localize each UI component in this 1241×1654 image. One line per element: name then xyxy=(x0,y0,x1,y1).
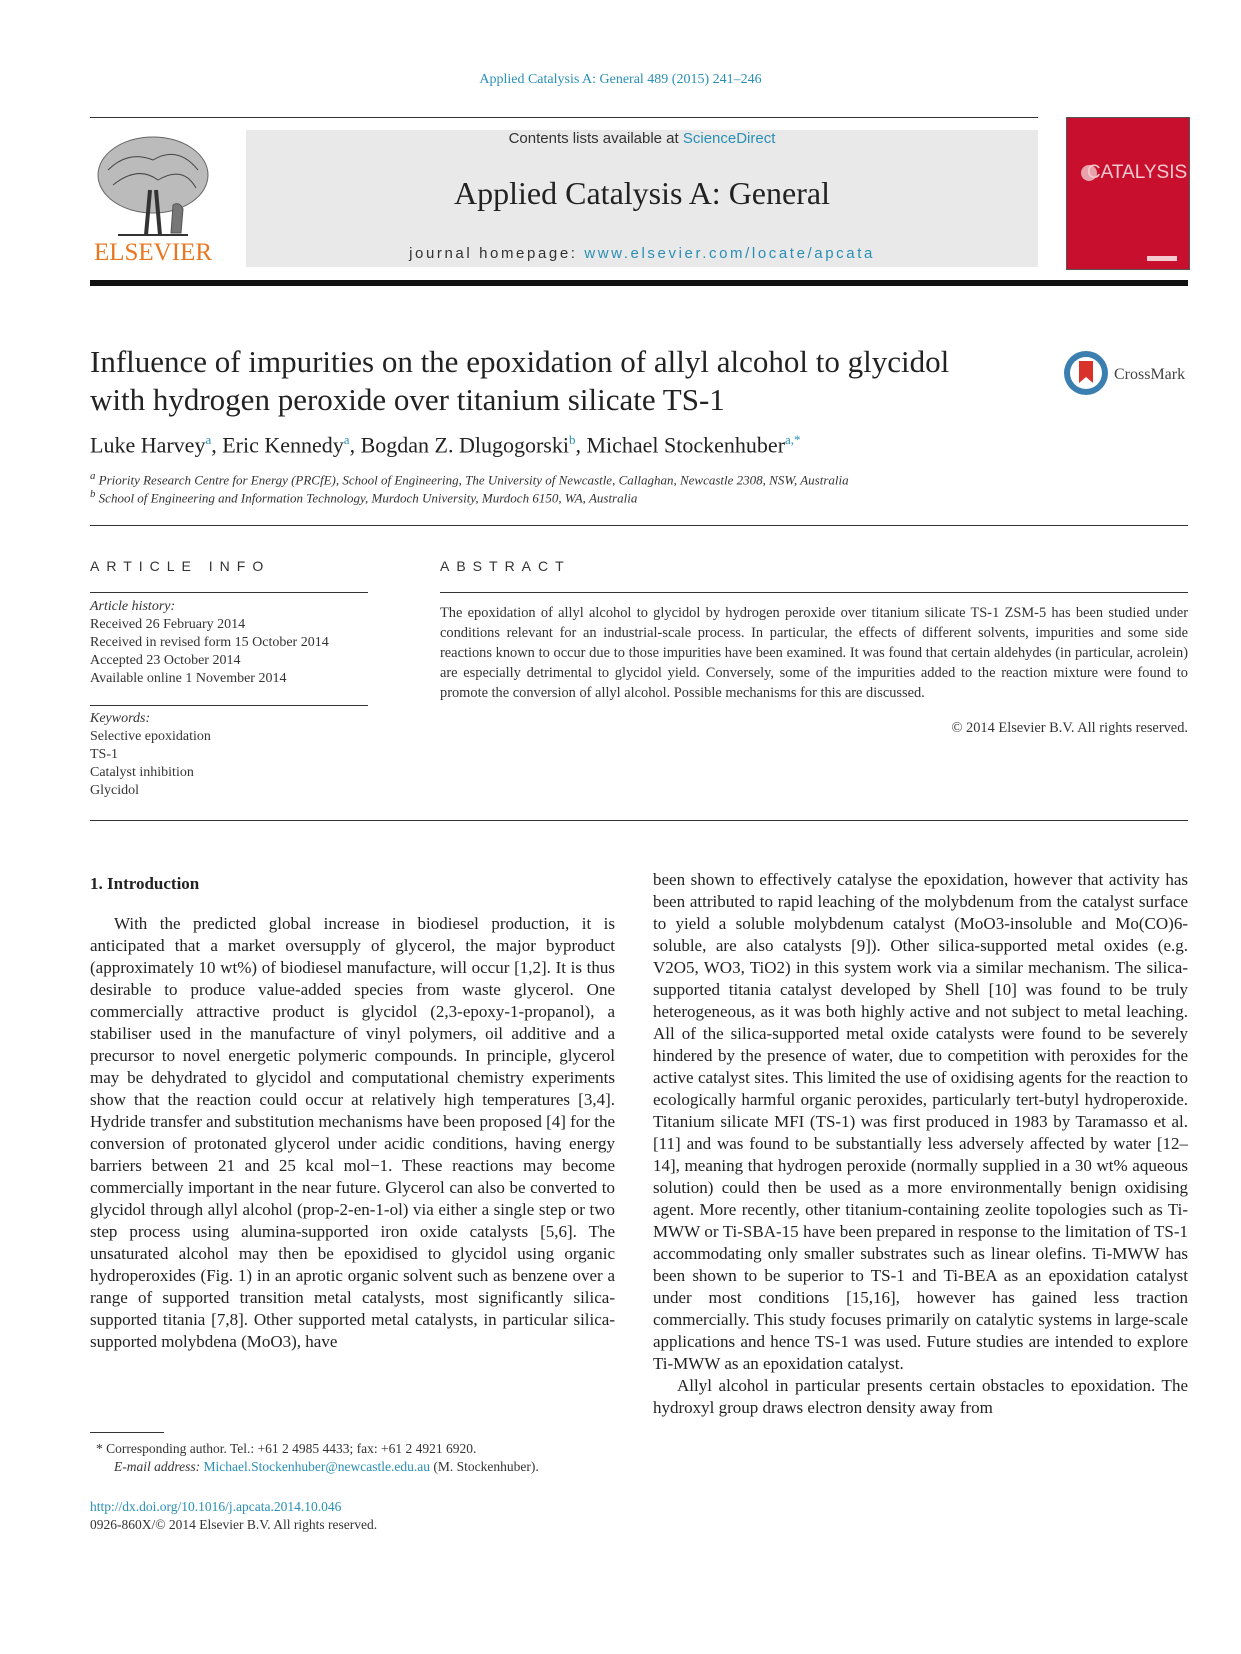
section-heading-introduction: 1. Introduction xyxy=(90,874,200,893)
history-revised: Received in revised form 15 October 2014 xyxy=(90,635,329,650)
author-affil-mark[interactable]: a xyxy=(205,432,212,447)
keyword: Catalyst inhibition xyxy=(90,765,194,780)
crossmark-label: CrossMark xyxy=(1114,366,1186,383)
history-online: Available online 1 November 2014 xyxy=(90,671,287,686)
elsevier-tree-icon xyxy=(88,130,218,270)
cover-image-icon xyxy=(1067,118,1189,269)
affil-mark: a xyxy=(90,470,96,482)
email-label: E-mail address: xyxy=(114,1459,204,1474)
keyword: Selective epoxidation xyxy=(90,729,211,744)
doi-link[interactable]: http://dx.doi.org/10.1016/j.apcata.2014.10.046 xyxy=(90,1499,342,1514)
keyword: TS-1 xyxy=(90,747,118,762)
email-suffix: (M. Stockenhuber). xyxy=(429,1459,539,1474)
article-info-rule xyxy=(90,592,368,593)
article-title xyxy=(90,343,1070,419)
footnote xyxy=(96,1440,616,1476)
affil-text: School of Engineering and Information Technology, Murdoch University, Murdoch 6150, WA, Australia xyxy=(98,490,638,506)
header-thick-rule xyxy=(90,280,1188,286)
author-affil-mark[interactable]: a xyxy=(343,432,350,447)
journal-cover[interactable] xyxy=(1066,117,1190,270)
title-line-1: Influence of impurities on the epoxidation of allyl alcohol to glycidol xyxy=(90,344,950,379)
author-name[interactable]: Luke Harvey xyxy=(90,432,206,458)
homepage-link[interactable]: www.elsevier.com/locate/apcata xyxy=(584,245,875,262)
sciencedirect-link[interactable]: ScienceDirect xyxy=(682,130,776,147)
intro-paragraph: been shown to effectively catalyse the epoxidation, however that activity has been attributed to rapid leaching of the molybdenum from the catalyst surface to yield a soluble molybdenum catalyst (MoO3-insoluble and Mo(CO)6-soluble, are also catalysts [9]). Other silica-supported metal oxides (e.g. V2O5, WO3, TiO2) in this system work via a similar mechanism. The silica-supported titania catalyst developed by Shell [10] was found to be truly heterogeneous, as it was both highly active and not subject to metal leaching. All of the silica-supported metal oxide catalysts were found to be severely hindered by the presence of water, due to competition with peroxides for the active catalyst sites. This limited the use of oxidising agents for the reaction to ecologically harmful organic peroxides, particularly tert-butyl hydroperoxide. Titanium silicate MFI (TS-1) was first produced in 1983 by Taramasso et al. [11] and was found to be substantially less adversely affected by water [12–14], meaning that hydrogen peroxide (normally supplied in a 30 wt% aqueous solution) could then be used as a more environmentally benign oxidising agent. More recently, other titanium-containing zeolite topologies such as Ti-MWW or Ti-SBA-15 have been prepared in response to the limitation of TS-1 accommodating only smaller substrates such as linear olefins. Ti-MWW has been shown to be superior to TS-1 and Ti-BEA as an epoxidation catalyst under most conditions [15,16], however has gained less traction commercially. This study focuses primarily on catalytic systems in large-scale applications and hence TS-1 was used. Future studies are intended to explore Ti-MWW as an epoxidation catalyst. xyxy=(653,870,1188,1373)
intro-column-1 xyxy=(90,913,615,1353)
contents-line xyxy=(246,130,1038,147)
crossmark-badge[interactable] xyxy=(1062,349,1192,399)
article-history xyxy=(90,598,380,688)
footnote-rule xyxy=(90,1432,164,1433)
affiliation-b xyxy=(90,488,637,506)
affil-text: Priority Research Centre for Energy (PRCfE), School of Engineering, The University of Newcastle, Callaghan, Newcastle 2308, NSW, Australia xyxy=(98,472,849,488)
abstract-divider xyxy=(90,820,1188,821)
history-accepted: Accepted 23 October 2014 xyxy=(90,653,241,668)
article-info-heading: ARTICLE INFO xyxy=(90,558,271,574)
author-name[interactable]: Eric Kennedy xyxy=(222,432,344,458)
crossmark-icon xyxy=(1062,349,1192,399)
elsevier-logo[interactable] xyxy=(88,130,218,270)
author-list: Luke Harvey$^a$, Eric Kennedy$^a$, Bogdan Z. Dlugogorski$^b$, Michael Stockenhuber$^{a,*}$ xyxy=(90,432,801,458)
author-affil-mark[interactable]: b xyxy=(568,432,576,447)
author-name[interactable]: Michael Stockenhuber xyxy=(586,432,786,458)
intro-column-2 xyxy=(653,869,1188,1419)
contents-prefix: Contents lists available at xyxy=(508,130,683,147)
footnote-mark: * xyxy=(96,1441,103,1456)
email-link[interactable]: Michael.Stockenhuber@newcastle.edu.au xyxy=(203,1459,430,1474)
doi-block xyxy=(90,1498,377,1534)
keywords-label: Keywords: xyxy=(90,711,151,726)
title-line-2: with hydrogen peroxide over titanium silicate TS-1 xyxy=(90,382,725,417)
abstract-heading: ABSTRACT xyxy=(440,558,571,574)
issn-line: 0926-860X/© 2014 Elsevier B.V. All rights reserved. xyxy=(90,1517,378,1532)
intro-paragraph: With the predicted global increase in biodiesel production, it is anticipated that a market oversupply of glycerol, the major byproduct (approximately 10 wt%) of biodiesel manufacture, will occur [1,2]. It is thus desirable to produce value-added species from waste glycerol. One commercially attractive product is glycidol (2,3-epoxy-1-propanol), a stabiliser used in the manufacture of vinyl polymers, oil additive and a precursor to novel energetic polymeric compounds. In principle, glycerol may be dehydrated to glycidol and computational chemistry experiments show that the reaction could occur at relatively high temperatures [3,4]. Hydride transfer and substitution mechanisms have been proposed [4] for the conversion of protonated glycerol under acidic conditions, having energy barriers between 21 and 25 kcal mol−1. These reactions may become commercially important in the near future. Glycerol can also be converted to glycidol through allyl alcohol (prop-2-en-1-ol) via either a single step or two step process using alumina-supported iron oxide catalysts [5,6]. The unsaturated alcohol may then be epoxidised to glycidol using organic hydroperoxides (Fig. 1) in an aprotic organic solvent such as benzene over a range of supported transition metal catalysts, most significantly silica-supported titania [7,8]. Other supported metal catalysts, in particular silica-supported molybdena (MoO3), have xyxy=(90,914,615,1351)
keyword: Glycidol xyxy=(90,783,139,798)
history-label: Article history: xyxy=(90,599,176,614)
homepage-line xyxy=(246,245,1038,262)
affil-mark: b xyxy=(90,488,96,500)
journal-masthead xyxy=(246,130,1038,267)
email-line xyxy=(96,1458,616,1476)
corresponding-text: Corresponding author. Tel.: +61 2 4985 4433; fax: +61 2 4921 6920. xyxy=(106,1441,477,1456)
affiliation-a xyxy=(90,470,849,488)
journal-citation[interactable]: Applied Catalysis A: General 489 (2015) 241–246 xyxy=(479,72,762,87)
keywords xyxy=(90,710,380,800)
intro-paragraph: Allyl alcohol in particular presents certain obstacles to epoxidation. The hydroxyl group draws electron density away from xyxy=(653,1376,1188,1417)
abstract-text: The epoxidation of allyl alcohol to glycidol by hydrogen peroxide over titanium silicate TS-1 ZSM-5 has been studied under conditions relevant for an industrial-scale process. In particular, the effects of different solvents, impurities and some side reactions known to occur due to those impurities have been examined. It was found that certain aldehydes (in particular, acrolein) are especially detrimental to glycidol yield. Conversely, some of the impurities added to the reaction mixture were found to promote the conversion of allyl alcohol. Possible mechanisms for this are discussed. xyxy=(440,605,1188,701)
elsevier-wordmark: ELSEVIER xyxy=(93,239,213,266)
abstract-rule xyxy=(440,592,1188,593)
cover-title: CATALYSIS xyxy=(1086,162,1188,183)
journal-title: Applied Catalysis A: General xyxy=(454,175,830,211)
author-affil-mark[interactable]: a,* xyxy=(785,432,801,447)
abstract-copyright: © 2014 Elsevier B.V. All rights reserved. xyxy=(951,720,1188,736)
homepage-prefix: journal homepage: xyxy=(409,245,585,262)
corresponding-author-note xyxy=(96,1440,616,1458)
header-rule xyxy=(90,117,1038,118)
history-received: Received 26 February 2014 xyxy=(90,617,246,632)
author-name[interactable]: Bogdan Z. Dlugogorski xyxy=(360,432,569,458)
keywords-rule xyxy=(90,705,368,706)
title-divider xyxy=(90,525,1188,526)
